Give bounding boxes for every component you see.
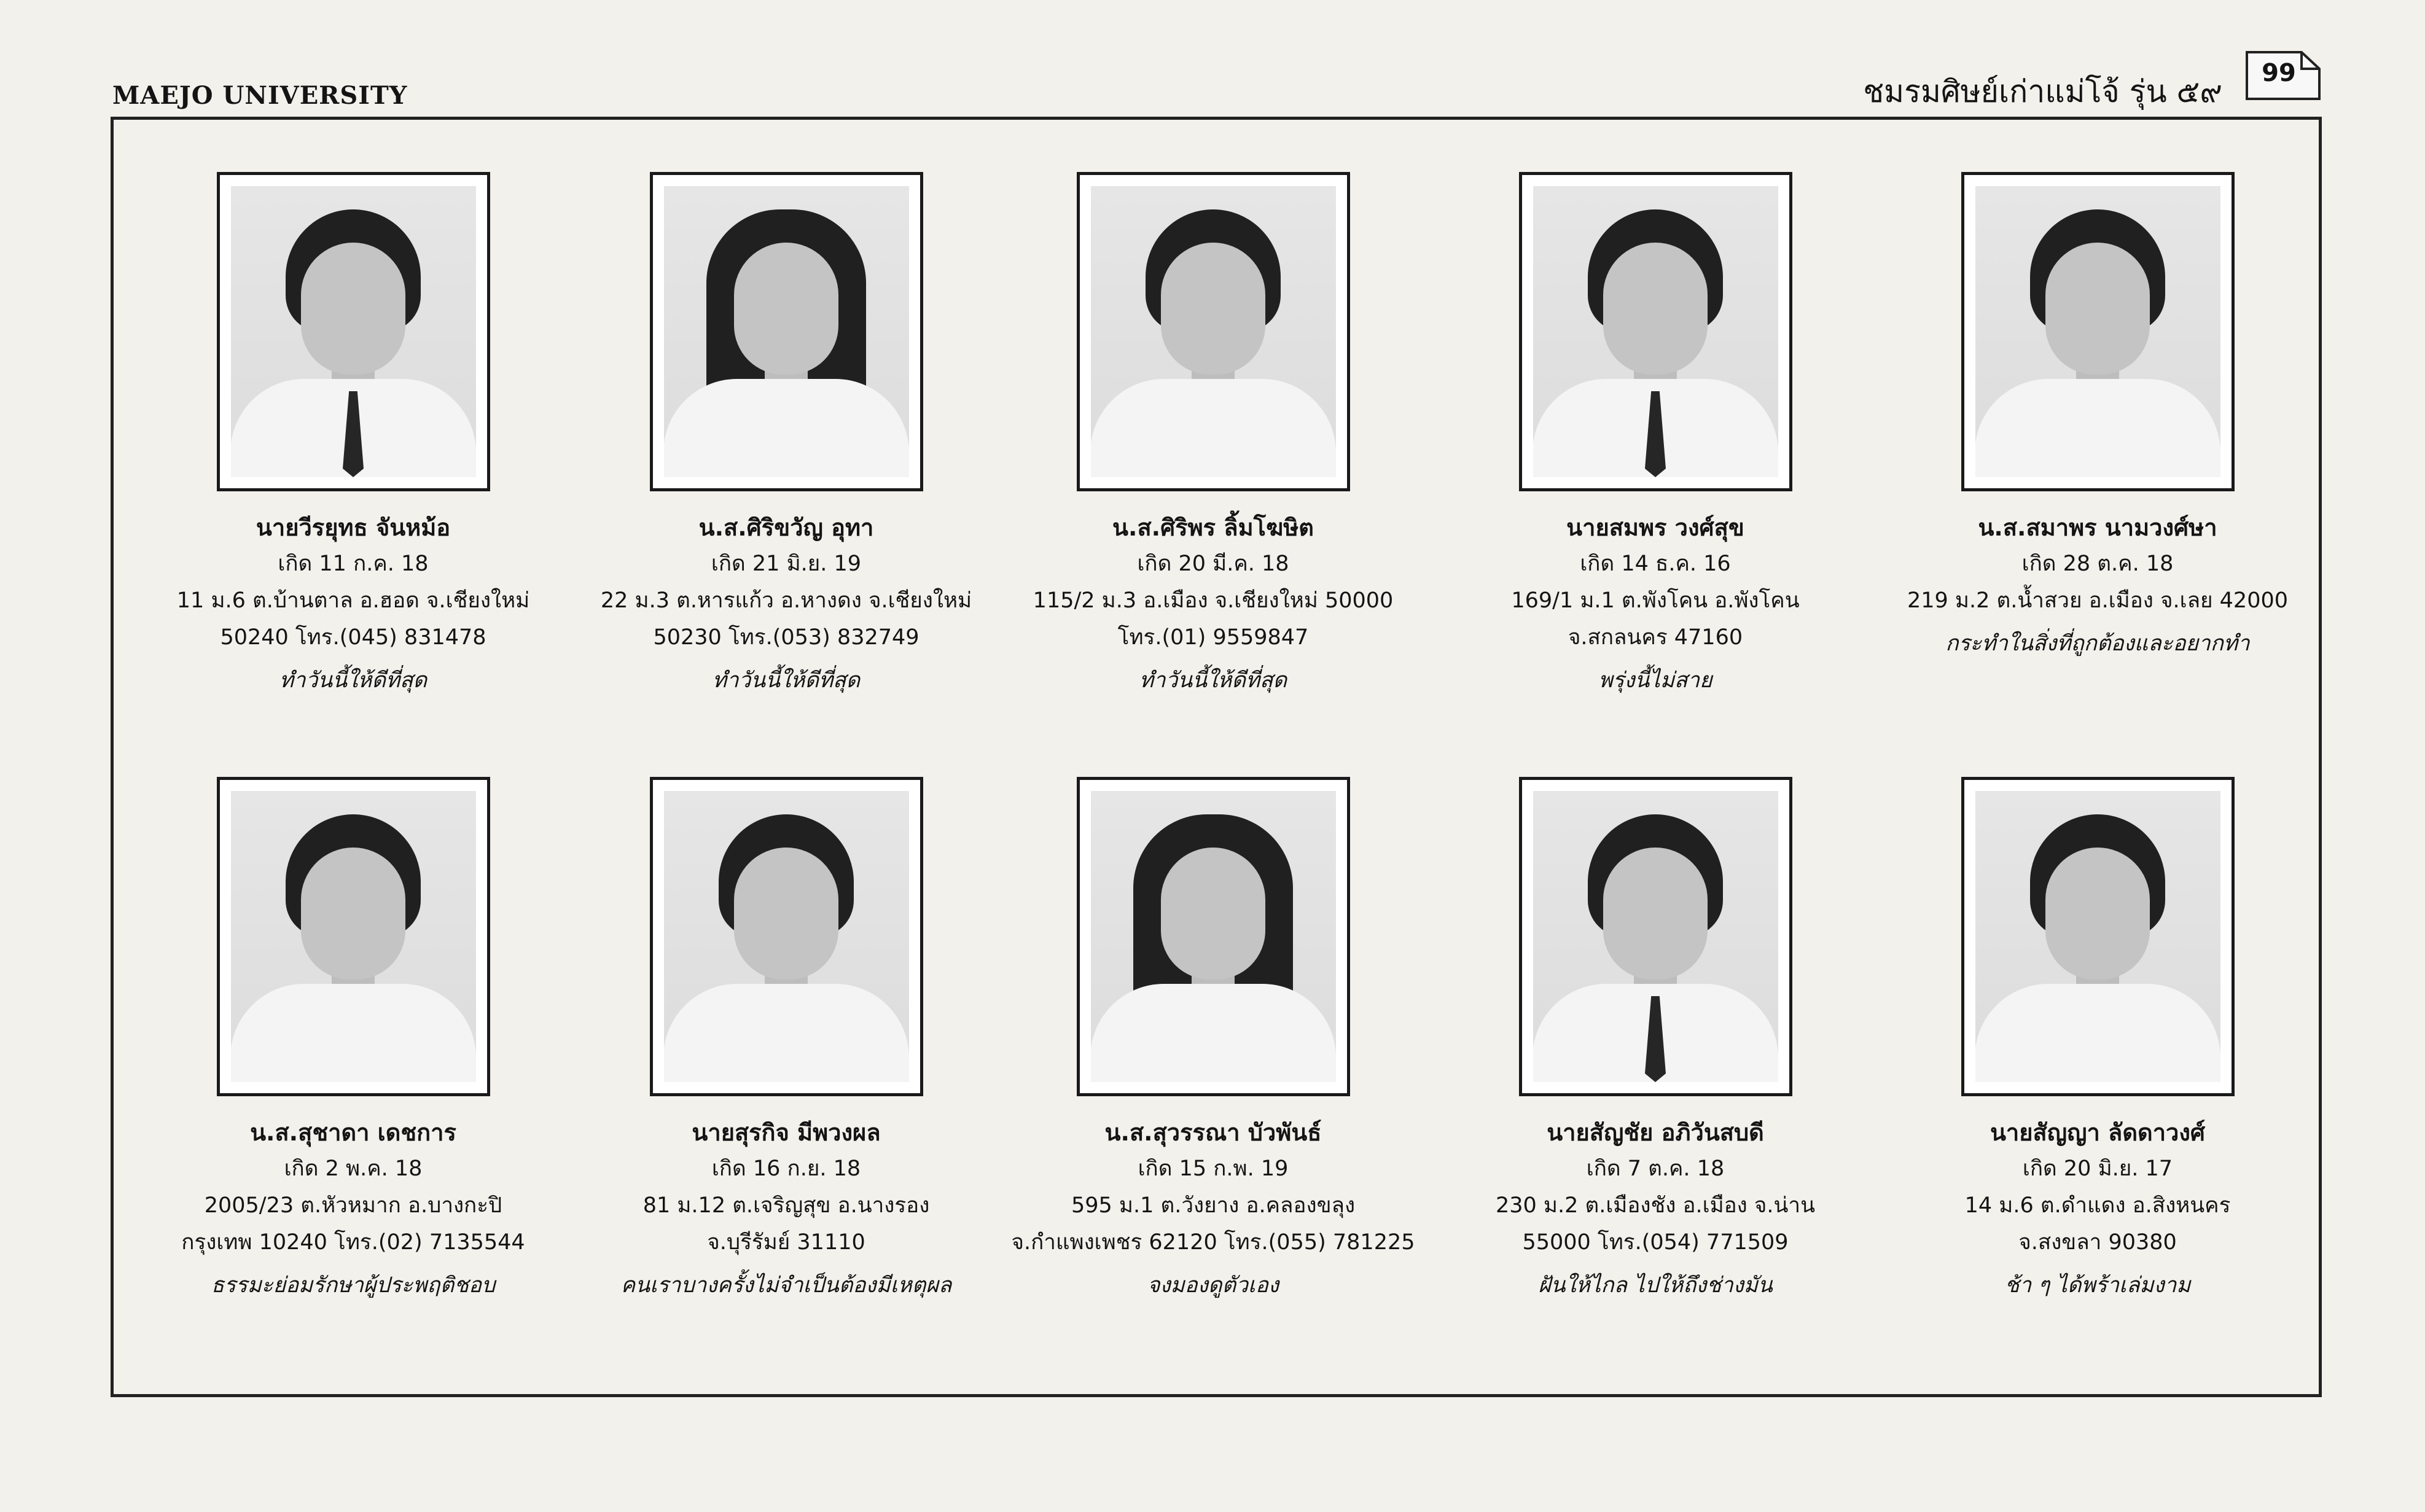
student-card (1434, 777, 1876, 1304)
page-number-tab (2245, 50, 2321, 101)
student-address-line: 595 ม.1 ต.วังยาง อ.คลองขลุง (1071, 1193, 1356, 1218)
student-name: น.ส.สุวรรณา บัวพันธ์ (1104, 1119, 1322, 1146)
student-address-line: 50230 โทร.(053) 832749 (653, 625, 920, 650)
student-card (992, 172, 1434, 699)
portrait-image (664, 791, 909, 1082)
student-name: นายสัญญา ลัดดาวงศ์ (1990, 1119, 2206, 1146)
student-photo (650, 777, 923, 1096)
student-photo (1519, 172, 1792, 491)
page-number: 99 (2262, 59, 2296, 87)
student-photo (650, 172, 923, 491)
portrait-image (1975, 791, 2220, 1082)
student-motto: ธรรมะย่อมรักษาผู้ประพฤติชอบ (211, 1273, 496, 1298)
student-address-line: 115/2 ม.3 อ.เมือง จ.เชียงใหม่ 50000 (1033, 588, 1394, 613)
student-photo (217, 172, 490, 491)
portrait-image (664, 186, 909, 477)
student-name: นายสุรกิจ มีพวงผล (692, 1119, 881, 1146)
portrait-image (1533, 791, 1778, 1082)
student-photo (1077, 777, 1350, 1096)
student-address-line: โทร.(01) 9559847 (1117, 625, 1309, 650)
student-birthdate: เกิด 15 ก.พ. 19 (1138, 1156, 1289, 1181)
header-club-title: ชมรมศิษย์เก่าแม่โจ้ รุ่น ๕๙ (1863, 74, 2222, 109)
student-address-line: 230 ม.2 ต.เมืองชัง อ.เมือง จ.น่าน (1495, 1193, 1816, 1218)
portrait-image (1091, 791, 1336, 1082)
student-address-line: จ.บุรีรัมย์ 31110 (707, 1230, 865, 1255)
student-motto: ทำวันนี้ให้ดีที่สุด (712, 668, 861, 693)
student-photo (1519, 777, 1792, 1096)
student-name: น.ส.ศิริพร ลิ้มโฆษิต (1112, 514, 1314, 541)
student-address-line: 81 ม.12 ต.เจริญสุข อ.นางรอง (642, 1193, 930, 1218)
student-address-line: จ.สกลนคร 47160 (1568, 625, 1743, 650)
student-photo (217, 777, 490, 1096)
student-birthdate: เกิด 2 พ.ค. 18 (284, 1156, 423, 1181)
student-birthdate: เกิด 14 ธ.ค. 16 (1580, 551, 1731, 576)
student-card (1876, 777, 2319, 1304)
student-name: น.ส.สุชาดา เดชการ (250, 1119, 456, 1146)
student-address-line: 55000 โทร.(054) 771509 (1522, 1230, 1789, 1255)
student-card (132, 172, 574, 699)
student-photo (1961, 172, 2235, 491)
student-motto: กระทำในสิ่งที่ถูกต้องและอยากทำ (1945, 631, 2250, 656)
portrait-image (1091, 186, 1336, 477)
student-birthdate: เกิด 11 ก.ค. 18 (278, 551, 429, 576)
portrait-image (231, 791, 476, 1082)
student-name: น.ส.ศิริขวัญ อุทา (698, 514, 874, 541)
student-address-line: กรุงเทพ 10240 โทร.(02) 7135544 (181, 1230, 525, 1255)
student-address-line: 22 ม.3 ต.หารแก้ว อ.หางดง จ.เชียงใหม่ (600, 588, 972, 613)
student-motto: ช้า ๆ ได้พร้าเล่มงาม (2004, 1273, 2191, 1298)
header-university: MAEJO UNIVERSITY (112, 81, 408, 110)
student-birthdate: เกิด 7 ต.ค. 18 (1586, 1156, 1725, 1181)
student-motto: พรุ่งนี้ไม่สาย (1598, 668, 1712, 693)
student-address-line: 169/1 ม.1 ต.พังโคน อ.พังโคน (1511, 588, 1800, 613)
student-card (565, 777, 1007, 1304)
student-motto: ทำวันนี้ให้ดีที่สุด (279, 668, 428, 693)
student-name: นายวีรยุทธ จันหม้อ (256, 514, 451, 541)
student-address-line: จ.กำแพงเพชร 62120 โทร.(055) 781225 (1011, 1230, 1415, 1255)
student-card (1434, 172, 1876, 699)
student-address-line: 2005/23 ต.หัวหมาก อ.บางกะปิ (204, 1193, 502, 1218)
student-motto: ฝันให้ไกล ไปให้ถึงช่างมัน (1538, 1273, 1773, 1298)
student-name: นายสมพร วงศ์สุข (1566, 514, 1744, 541)
student-card (1876, 172, 2319, 662)
student-address-line: 219 ม.2 ต.น้ำสวย อ.เมือง จ.เลย 42000 (1907, 588, 2289, 613)
student-motto: จงมองดูตัวเอง (1147, 1273, 1279, 1298)
student-address-line: 50240 โทร.(045) 831478 (220, 625, 486, 650)
student-motto: ทำวันนี้ให้ดีที่สุด (1139, 668, 1287, 693)
student-address-line: จ.สงขลา 90380 (2018, 1230, 2177, 1255)
student-birthdate: เกิด 21 มิ.ย. 19 (711, 551, 862, 576)
student-photo (1961, 777, 2235, 1096)
student-card (132, 777, 574, 1304)
student-birthdate: เกิด 28 ต.ค. 18 (2021, 551, 2174, 576)
portrait-image (231, 186, 476, 477)
student-birthdate: เกิด 20 มี.ค. 18 (1137, 551, 1289, 576)
student-address-line: 14 ม.6 ต.ดำแดง อ.สิงหนคร (1964, 1193, 2231, 1218)
student-address-line: 11 ม.6 ต.บ้านตาล อ.ฮอด จ.เชียงใหม่ (176, 588, 530, 613)
student-name: นายสัญชัย อภิวันสบดี (1547, 1119, 1764, 1146)
student-motto: คนเราบางครั้งไม่จำเป็นต้องมีเหตุผล (620, 1273, 952, 1298)
student-name: น.ส.สมาพร นามวงศ์ษา (1978, 514, 2217, 541)
student-birthdate: เกิด 20 มิ.ย. 17 (2022, 1156, 2173, 1181)
student-photo (1077, 172, 1350, 491)
student-card (565, 172, 1007, 699)
portrait-image (1975, 186, 2220, 477)
portrait-image (1533, 186, 1778, 477)
student-birthdate: เกิด 16 ก.ย. 18 (711, 1156, 861, 1181)
student-card (992, 777, 1434, 1304)
